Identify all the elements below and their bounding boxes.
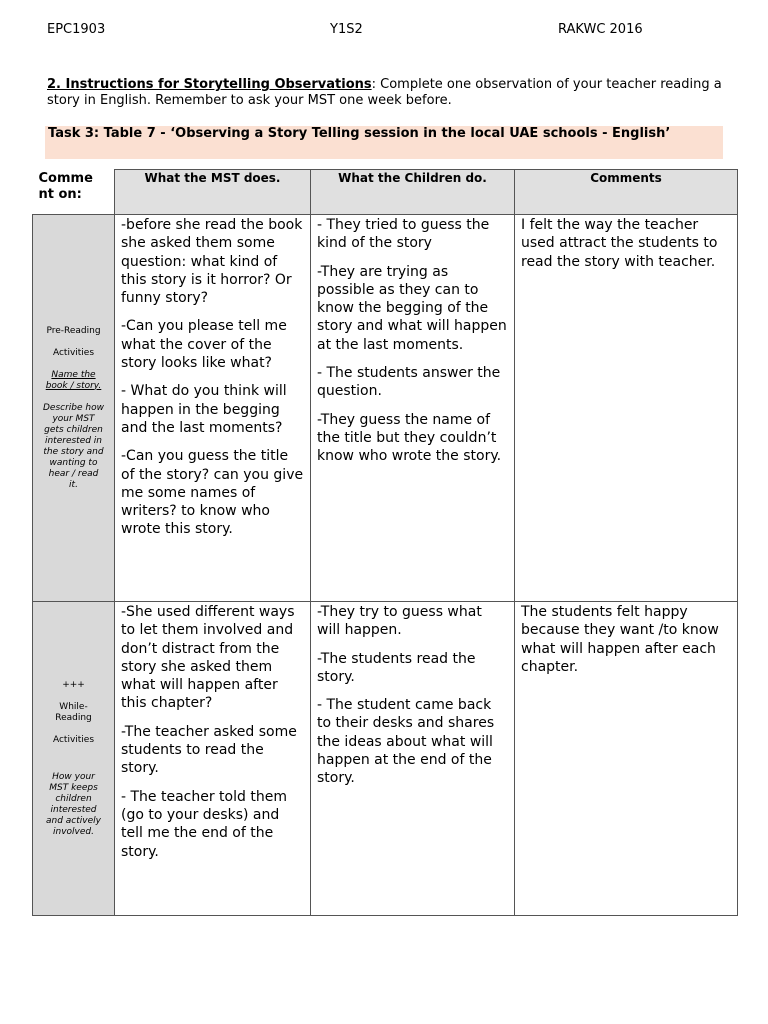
- cell-paragraph: -She used different ways to let them involved and don’t distract from the story she asked them what will happen after this chapter?: [121, 604, 295, 712]
- cell-comments-pre-reading: [515, 215, 738, 602]
- cell-mst-while-reading: [115, 602, 311, 916]
- cell-paragraph: - They tried to guess the kind of the story: [317, 217, 490, 252]
- column-header-comments: Comments: [515, 170, 738, 215]
- row-label-subtitle: Activities: [52, 734, 95, 745]
- cell-paragraph: -They try to guess what will happen.: [317, 604, 482, 639]
- row-label-while-reading: [33, 602, 115, 916]
- cell-children-while-reading: [311, 602, 515, 916]
- observation-table: [32, 169, 738, 916]
- cell-paragraph: -before she read the book she asked them some question: what kind of this story is it horror? Or funny story?: [121, 217, 303, 307]
- cell-paragraph: - The student came back to their desks and shares the ideas about what will happen at the end of the story.: [317, 697, 495, 787]
- column-header-children: What the Children do.: [311, 170, 515, 215]
- column-header-mst: What the MST does.: [115, 170, 311, 215]
- header-institution: RAKWC 2016: [558, 22, 643, 37]
- cell-paragraph: - The students answer the question.: [317, 365, 501, 400]
- cell-paragraph: -Can you guess the title of the story? can you give me some names of writers? to know who wrote this story.: [121, 448, 304, 538]
- cell-paragraph: -They are trying as possible as they can to know the begging of the story and what will happen at the last moments.: [317, 263, 507, 353]
- cell-comments-while-reading: [515, 602, 738, 916]
- header-semester: Y1S2: [330, 22, 363, 37]
- cell-paragraph: I felt the way the teacher used attract the students to read the story with teacher.: [521, 217, 718, 270]
- corner-label: Comme nt on:: [38, 170, 93, 202]
- cell-paragraph: - The teacher told them (go to your desks) and tell me the end of the story.: [121, 788, 287, 860]
- instructions-text: : Complete one observation of your teacher reading a story in English. Remember to ask your MST one week before.: [47, 77, 722, 108]
- instructions-heading: 2. Instructions for Storytelling Observations: [47, 77, 372, 92]
- cell-children-pre-reading: [311, 215, 515, 602]
- cell-paragraph: -Can you please tell me what the cover of the story looks like what?: [121, 318, 287, 372]
- cell-paragraph: The students felt happy because they want /to know what will happen after each chapter.: [521, 604, 719, 675]
- cell-paragraph: -They guess the name of the title but they couldn’t know who wrote the story.: [317, 411, 502, 465]
- row-label-subtitle: Activities: [52, 347, 95, 358]
- cell-paragraph: - What do you think will happen in the begging and the last moments?: [121, 383, 287, 436]
- cell-paragraph: -The teacher asked some students to read the story.: [121, 723, 297, 777]
- row-label-marker: +++: [62, 679, 85, 690]
- table-row-pre-reading: [33, 215, 738, 602]
- instructions-paragraph: [47, 77, 737, 109]
- row-label-note: Describe how your MST gets children interested in the story and wanting to hear / read it.: [43, 402, 104, 490]
- cell-paragraph: -The students read the story.: [317, 650, 476, 685]
- row-label-pre-reading: [33, 215, 115, 602]
- row-label-title: While-Reading: [55, 701, 92, 723]
- row-label-underlined-note: Name the book / story.: [45, 369, 102, 391]
- cell-mst-pre-reading: [115, 215, 311, 602]
- header-course-code: EPC1903: [47, 22, 106, 37]
- row-label-title: Pre-Reading: [46, 325, 101, 336]
- table-row-while-reading: [33, 602, 738, 916]
- task-banner: Task 3: Table 7 - ‘Observing a Story Telling session in the local UAE schools - English’: [45, 126, 723, 159]
- row-label-note: How your MST keeps children interested and actively involved.: [46, 771, 101, 837]
